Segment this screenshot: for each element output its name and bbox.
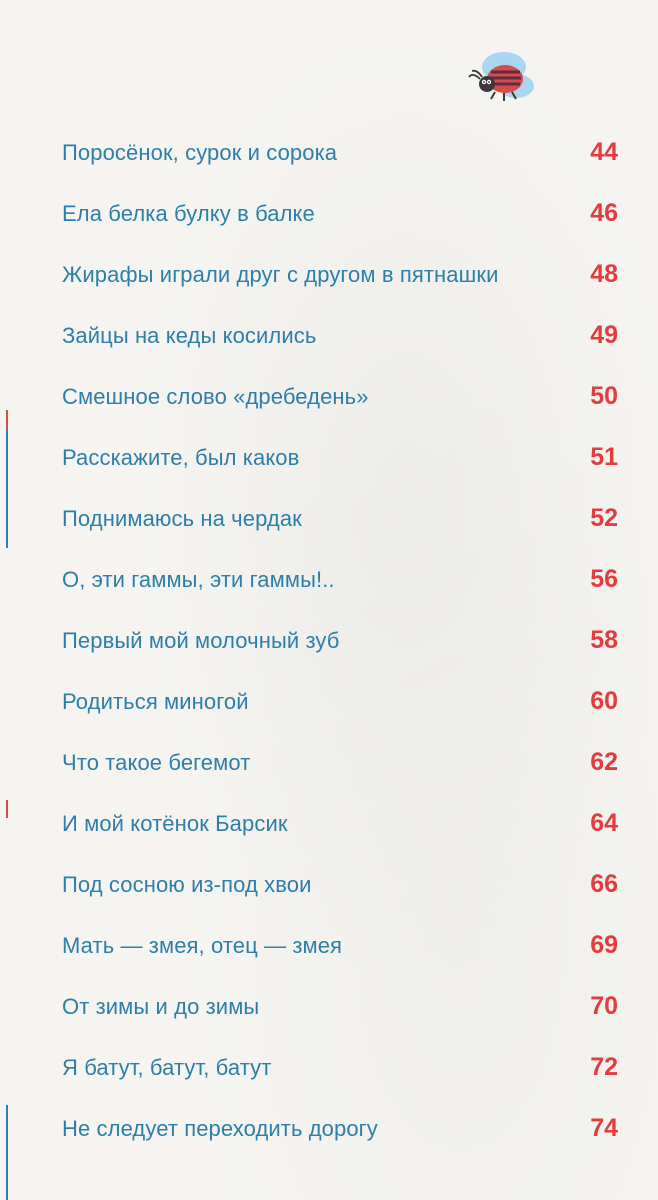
toc-entry[interactable] (0, 244, 658, 304)
toc-entry-page-number: 70 (590, 992, 618, 1020)
toc-entry-page-number: 72 (590, 1053, 618, 1081)
toc-entry[interactable] (0, 915, 658, 975)
toc-entry[interactable] (0, 610, 658, 670)
toc-entry-page-number: 58 (590, 626, 618, 654)
toc-entry-page-number: 50 (590, 382, 618, 410)
toc-entry-title: И мой котёнок Барсик (62, 811, 288, 836)
toc-entry-page-number: 56 (590, 565, 618, 593)
toc-entry-page-number: 64 (590, 809, 618, 837)
toc-entry-title: Первый мой молочный зуб (62, 628, 340, 653)
toc-entry-page-number: 52 (590, 504, 618, 532)
toc-entry-page-number: 48 (590, 260, 618, 288)
toc-entry-title: О, эти гаммы, эти гаммы!.. (62, 567, 335, 592)
toc-entry-title: Расскажите, был каков (62, 445, 300, 470)
toc-entry-title: Жирафы играли друг с другом в пятнашки (62, 262, 499, 287)
toc-entry-title: Родиться миногой (62, 689, 249, 714)
toc-entry[interactable] (0, 793, 658, 853)
toc-entry-page-number: 66 (590, 870, 618, 898)
toc-entry-title: Что такое бегемот (62, 750, 251, 775)
toc-entry[interactable] (0, 1037, 658, 1097)
toc-entry-title: Поднимаюсь на чердак (62, 506, 302, 531)
toc-entry-page-number: 51 (590, 443, 618, 471)
toc-entry-page-number: 69 (590, 931, 618, 959)
toc-entry[interactable] (0, 1098, 658, 1158)
toc-entry[interactable] (0, 549, 658, 609)
toc-entry[interactable] (0, 671, 658, 731)
toc-entry-page-number: 74 (590, 1114, 618, 1142)
toc-entry[interactable] (0, 732, 658, 792)
toc-entry-title: От зимы и до зимы (62, 994, 260, 1019)
toc-entry[interactable] (0, 122, 658, 182)
toc-entry-title: Под сосною из-под хвои (62, 872, 312, 897)
ladybug-body (469, 65, 523, 101)
toc-entry-title: Поросёнок, сурок и сорока (62, 140, 338, 165)
toc-entry[interactable] (0, 305, 658, 365)
toc-entry[interactable] (0, 366, 658, 426)
toc-entry-page-number: 60 (590, 687, 618, 715)
toc-entry-title: Зайцы на кеды косились (62, 323, 317, 348)
toc-entry-title: Ела белка булку в балке (62, 201, 315, 226)
toc-entry[interactable] (0, 488, 658, 548)
toc-entry-title: Не следует переходить дорогу (62, 1116, 378, 1141)
toc-entry[interactable] (0, 854, 658, 914)
toc-entry-page-number: 46 (590, 199, 618, 227)
toc-entry[interactable] (0, 427, 658, 487)
toc-entry-page-number: 49 (590, 321, 618, 349)
toc-entry-page-number: 62 (590, 748, 618, 776)
toc-entry-title: Смешное слово «дребедень» (62, 384, 369, 409)
toc-entry-title: Я батут, батут, батут (62, 1055, 272, 1080)
ladybug-icon (460, 48, 538, 110)
toc-entry-title: Мать — змея, отец — змея (62, 933, 343, 958)
toc-entry-page-number: 44 (590, 138, 618, 166)
toc-entry[interactable] (0, 183, 658, 243)
toc-entry[interactable] (0, 976, 658, 1036)
